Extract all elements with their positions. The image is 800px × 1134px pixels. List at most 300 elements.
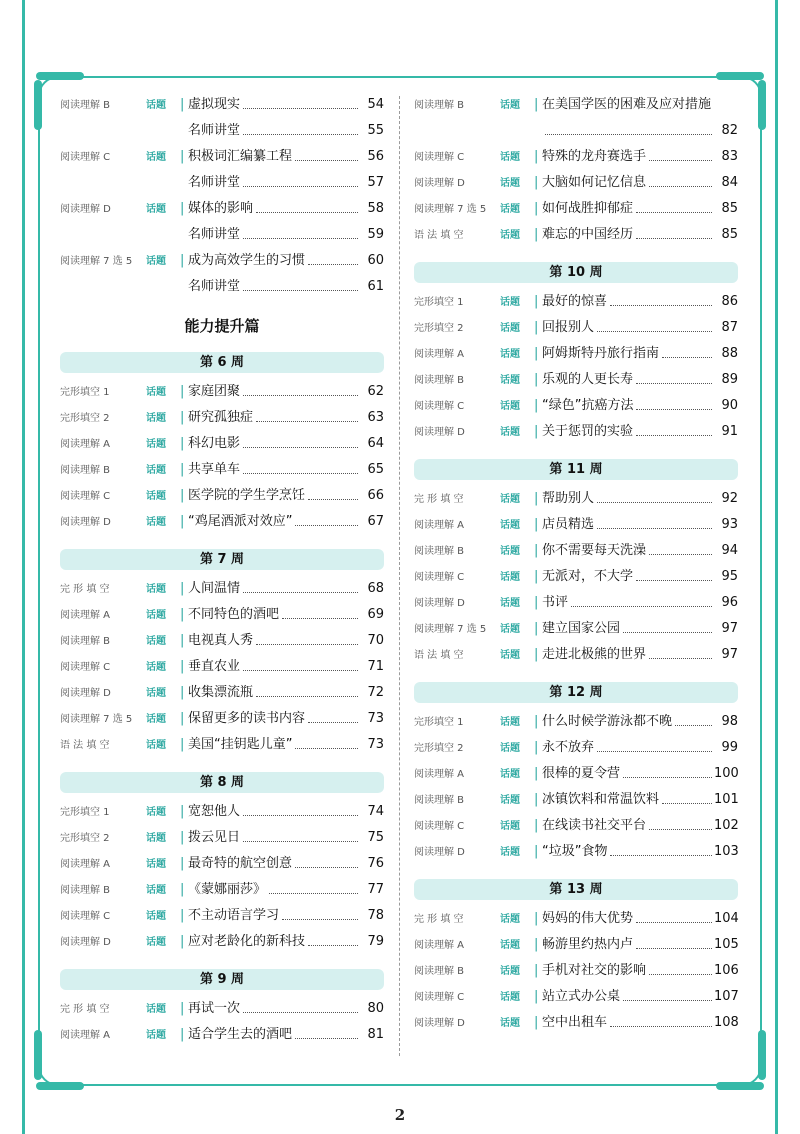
entry-category: 语 法 填 空 <box>60 740 110 751</box>
spacer <box>414 248 738 256</box>
topic-bar: | <box>534 227 539 242</box>
entry-title: 店员精选 <box>542 517 595 532</box>
toc-entry <box>414 958 738 984</box>
entry-category: 阅读理解 A <box>60 1030 111 1041</box>
entry-page: 78 <box>367 908 384 923</box>
entry-page: 104 <box>714 911 739 926</box>
entry-title: 《蒙娜丽莎》 <box>188 882 267 897</box>
entry-leader <box>282 618 358 619</box>
entry-page: 94 <box>721 543 738 558</box>
entry-page: 57 <box>367 175 384 190</box>
topic-label: 话题 <box>146 714 166 725</box>
entry-category: 阅读理解 B <box>414 795 465 806</box>
entry-title: 难忘的中国经历 <box>542 227 634 242</box>
entry-page: 88 <box>721 346 738 361</box>
frame-corner-ornament <box>716 1082 764 1090</box>
entry-category: 阅读理解 B <box>60 885 111 896</box>
topic-label: 话题 <box>146 859 166 870</box>
entry-leader <box>256 212 358 213</box>
entry-title: 在美国学医的困难及应对措施 <box>542 97 712 112</box>
topic-label: 话题 <box>146 662 166 673</box>
topic-bar: | <box>534 963 539 978</box>
topic-label: 话题 <box>500 743 520 754</box>
entry-page: 60 <box>367 253 384 268</box>
week-header: 第 8 周 <box>60 772 384 793</box>
entry-title: 手机对社交的影响 <box>542 963 647 978</box>
entry-title: 阿姆斯特丹旅行指南 <box>542 346 660 361</box>
toc-entry <box>414 196 738 222</box>
entry-title: 最好的惊喜 <box>542 294 608 309</box>
topic-bar: | <box>534 175 539 190</box>
entry-leader <box>243 108 358 109</box>
toc-entry <box>60 405 384 431</box>
topic-label: 话题 <box>146 152 166 163</box>
topic-bar: | <box>180 581 185 596</box>
entry-leader <box>636 212 712 213</box>
topic-bar: | <box>180 97 185 112</box>
entry-page: 70 <box>367 633 384 648</box>
entry-page: 80 <box>367 1001 384 1016</box>
entry-category: 阅读理解 D <box>60 517 111 528</box>
entry-category: 阅读理解 B <box>60 465 111 476</box>
entry-leader <box>243 473 358 474</box>
frame-corner-ornament <box>36 1082 84 1090</box>
entry-category: 阅读理解 D <box>60 937 111 948</box>
topic-bar: | <box>534 201 539 216</box>
toc-entry <box>414 419 738 445</box>
topic-bar: | <box>534 294 539 309</box>
topic-bar: | <box>534 149 539 164</box>
entry-leader <box>308 499 358 500</box>
entry-category: 阅读理解 A <box>414 769 465 780</box>
entry-title: 成为高效学生的习惯 <box>188 253 306 268</box>
frame-corner-ornament <box>758 1030 766 1080</box>
entry-page: 73 <box>367 737 384 752</box>
entry-category: 完 形 填 空 <box>60 584 110 595</box>
entry-title: 不主动语言学习 <box>188 908 280 923</box>
entry-page: 77 <box>367 882 384 897</box>
entry-title: 畅游里约热内卢 <box>542 937 634 952</box>
topic-bar: | <box>534 595 539 610</box>
topic-label: 话题 <box>500 769 520 780</box>
entry-leader <box>636 948 712 949</box>
entry-page: 93 <box>721 517 738 532</box>
entry-title: 关于惩罚的实验 <box>542 424 634 439</box>
entry-leader <box>610 855 712 856</box>
entry-leader <box>636 580 712 581</box>
entry-leader <box>623 777 712 778</box>
topic-bar: | <box>180 201 185 216</box>
entry-leader <box>243 1012 358 1013</box>
entry-category: 阅读理解 7 选 5 <box>414 624 487 635</box>
topic-label: 话题 <box>146 387 166 398</box>
topic-label: 话题 <box>500 375 520 386</box>
toc-entry <box>414 813 738 839</box>
entry-page: 102 <box>714 818 739 833</box>
entry-leader <box>545 134 712 135</box>
toc-entry <box>60 602 384 628</box>
entry-title: 名师讲堂 <box>188 227 241 242</box>
entry-page: 83 <box>721 149 738 164</box>
topic-bar: | <box>180 908 185 923</box>
topic-bar: | <box>180 1001 185 1016</box>
topic-bar: | <box>180 514 185 529</box>
topic-label: 话题 <box>146 885 166 896</box>
entry-leader <box>649 160 712 161</box>
topic-bar: | <box>534 398 539 413</box>
topic-bar: | <box>534 911 539 926</box>
topic-bar: | <box>180 384 185 399</box>
toc-entry <box>60 248 384 274</box>
entry-title: 美国“挂钥匙儿童” <box>188 737 293 752</box>
entry-category: 阅读理解 C <box>414 992 465 1003</box>
topic-bar: | <box>534 766 539 781</box>
toc-right-column <box>414 92 738 1036</box>
entry-leader <box>662 803 712 804</box>
entry-category: 阅读理解 D <box>414 427 465 438</box>
spacer <box>414 865 738 873</box>
entry-leader <box>597 502 712 503</box>
frame-corner-ornament <box>716 72 764 80</box>
topic-label: 话题 <box>500 546 520 557</box>
entry-title: 适合学生去的酒吧 <box>188 1027 293 1042</box>
toc-entry <box>414 787 738 813</box>
entry-category: 完 形 填 空 <box>414 494 464 505</box>
entry-page: 92 <box>721 491 738 506</box>
toc-entry <box>414 709 738 735</box>
entry-page: 96 <box>721 595 738 610</box>
topic-bar: | <box>534 424 539 439</box>
entry-page: 106 <box>714 963 739 978</box>
entry-page: 89 <box>721 372 738 387</box>
entry-page: 108 <box>714 1015 739 1030</box>
entry-page: 85 <box>721 201 738 216</box>
topic-label: 话题 <box>146 1030 166 1041</box>
entry-leader <box>610 305 712 306</box>
entry-leader <box>623 632 712 633</box>
topic-bar: | <box>180 1027 185 1042</box>
entry-leader <box>636 238 712 239</box>
entry-leader <box>649 829 712 830</box>
entry-leader <box>649 974 712 975</box>
entry-title: 无派对，不大学 <box>542 569 634 584</box>
toc-entry <box>60 706 384 732</box>
entry-leader <box>571 606 712 607</box>
topic-label: 话题 <box>146 584 166 595</box>
topic-bar: | <box>180 633 185 648</box>
entry-page: 65 <box>367 462 384 477</box>
entry-title: 拨云见日 <box>188 830 241 845</box>
entry-title: 最奇特的航空创意 <box>188 856 293 871</box>
topic-bar: | <box>534 372 539 387</box>
topic-label: 话题 <box>146 517 166 528</box>
entry-page: 62 <box>367 384 384 399</box>
entry-leader <box>649 554 712 555</box>
toc-entry <box>60 654 384 680</box>
topic-bar: | <box>180 149 185 164</box>
week-header: 第 12 周 <box>414 682 738 703</box>
entry-page: 73 <box>367 711 384 726</box>
entry-title: 保留更多的读书内容 <box>188 711 306 726</box>
frame-corner-ornament <box>758 80 766 130</box>
topic-label: 话题 <box>146 610 166 621</box>
entry-leader <box>269 893 358 894</box>
toc-entry <box>414 761 738 787</box>
right-page-edge <box>775 0 778 1134</box>
entry-page: 59 <box>367 227 384 242</box>
entry-title: “垃圾”食物 <box>542 844 608 859</box>
toc-entry <box>414 984 738 1010</box>
topic-label: 话题 <box>146 937 166 948</box>
entry-title: 电视真人秀 <box>188 633 254 648</box>
topic-label: 话题 <box>500 401 520 412</box>
toc-entry <box>414 486 738 512</box>
entry-category: 阅读理解 A <box>60 610 111 621</box>
toc-entry <box>60 509 384 535</box>
entry-leader <box>243 592 358 593</box>
entry-leader <box>636 922 712 923</box>
topic-label: 话题 <box>500 914 520 925</box>
topic-label: 话题 <box>500 966 520 977</box>
toc-entry <box>414 170 738 196</box>
entry-category: 阅读理解 D <box>60 688 111 699</box>
entry-page: 82 <box>721 123 738 138</box>
entry-category: 阅读理解 B <box>414 966 465 977</box>
topic-label: 话题 <box>146 413 166 424</box>
entry-title: 医学院的学生学烹饪 <box>188 488 306 503</box>
entry-page: 79 <box>367 934 384 949</box>
entry-page: 69 <box>367 607 384 622</box>
topic-bar: | <box>180 737 185 752</box>
toc-entry <box>60 1022 384 1048</box>
toc-entry <box>414 512 738 538</box>
entry-page: 64 <box>367 436 384 451</box>
frame-corner-ornament <box>34 80 42 130</box>
entry-title: 永不放弃 <box>542 740 595 755</box>
entry-category: 阅读理解 B <box>60 636 111 647</box>
topic-bar: | <box>180 711 185 726</box>
entry-leader <box>243 670 358 671</box>
topic-label: 话题 <box>500 494 520 505</box>
entry-title: 垂直农业 <box>188 659 241 674</box>
entry-page: 105 <box>714 937 739 952</box>
entry-title: 冰镇饮料和常温饮料 <box>542 792 660 807</box>
entry-title: 建立国家公园 <box>542 621 621 636</box>
entry-page: 61 <box>367 279 384 294</box>
topic-bar: | <box>534 714 539 729</box>
toc-entry <box>60 732 384 758</box>
topic-label: 话题 <box>500 717 520 728</box>
entry-category: 语 法 填 空 <box>414 230 464 241</box>
toc-entry <box>414 222 738 248</box>
entry-category: 阅读理解 C <box>60 662 111 673</box>
toc-entry <box>414 642 738 668</box>
topic-bar: | <box>534 491 539 506</box>
entry-page: 97 <box>721 647 738 662</box>
entry-title: 虚拟现实 <box>188 97 241 112</box>
topic-label: 话题 <box>500 940 520 951</box>
entry-title: 在线读书社交平台 <box>542 818 647 833</box>
topic-bar: | <box>180 685 185 700</box>
entry-category: 阅读理解 C <box>414 401 465 412</box>
entry-page: 98 <box>721 714 738 729</box>
toc-entry <box>60 144 384 170</box>
entry-page: 85 <box>721 227 738 242</box>
toc-entry <box>414 932 738 958</box>
entry-leader <box>610 1026 712 1027</box>
entry-page: 67 <box>367 514 384 529</box>
entry-page: 87 <box>721 320 738 335</box>
entry-category: 完 形 填 空 <box>414 914 464 925</box>
toc-entry-continued <box>414 118 738 144</box>
entry-page: 74 <box>367 804 384 819</box>
topic-bar: | <box>534 621 539 636</box>
entry-leader <box>295 160 358 161</box>
toc-entry <box>60 274 384 300</box>
topic-bar: | <box>180 410 185 425</box>
entry-leader <box>295 867 358 868</box>
topic-label: 话题 <box>146 833 166 844</box>
topic-label: 话题 <box>500 795 520 806</box>
entry-category: 阅读理解 B <box>414 375 465 386</box>
entry-leader <box>649 186 712 187</box>
toc-entry <box>60 483 384 509</box>
topic-bar: | <box>534 320 539 335</box>
toc-entry <box>60 118 384 144</box>
topic-label: 话题 <box>146 204 166 215</box>
entry-category: 阅读理解 7 选 5 <box>60 256 133 267</box>
toc-entry <box>60 222 384 248</box>
entry-category: 阅读理解 C <box>60 911 111 922</box>
entry-leader <box>636 435 712 436</box>
entry-title: 名师讲堂 <box>188 175 241 190</box>
entry-title: 书评 <box>542 595 569 610</box>
toc-left-column <box>60 92 384 1048</box>
entry-leader <box>282 919 358 920</box>
entry-title: 帮助别人 <box>542 491 595 506</box>
entry-title: 大脑如何记忆信息 <box>542 175 647 190</box>
entry-title: 收集漂流瓶 <box>188 685 254 700</box>
entry-category: 阅读理解 D <box>414 847 465 858</box>
toc-entry <box>60 996 384 1022</box>
entry-title: 应对老龄化的新科技 <box>188 934 306 949</box>
entry-category: 阅读理解 B <box>414 100 465 111</box>
entry-category: 阅读理解 7 选 5 <box>414 204 487 215</box>
entry-leader <box>597 528 712 529</box>
entry-leader <box>243 841 358 842</box>
entry-title: 很棒的夏令营 <box>542 766 621 781</box>
entry-title: 回报别人 <box>542 320 595 335</box>
entry-category: 阅读理解 7 选 5 <box>60 714 133 725</box>
entry-title: 走进北极熊的世界 <box>542 647 647 662</box>
topic-bar: | <box>180 436 185 451</box>
topic-bar: | <box>180 253 185 268</box>
toc-entry <box>414 341 738 367</box>
entry-page: 68 <box>367 581 384 596</box>
topic-label: 话题 <box>146 688 166 699</box>
entry-leader <box>256 644 358 645</box>
entry-title: 再试一次 <box>188 1001 241 1016</box>
entry-category: 阅读理解 D <box>414 1018 465 1029</box>
toc-entry <box>414 616 738 642</box>
topic-bar: | <box>180 659 185 674</box>
topic-label: 话题 <box>500 598 520 609</box>
entry-page: 63 <box>367 410 384 425</box>
entry-page: 86 <box>721 294 738 309</box>
toc-entry <box>60 825 384 851</box>
spacer <box>60 955 384 963</box>
entry-category: 完形填空 1 <box>414 717 464 728</box>
topic-label: 话题 <box>500 624 520 635</box>
entry-category: 阅读理解 C <box>60 491 111 502</box>
topic-label: 话题 <box>500 847 520 858</box>
entry-leader <box>636 409 712 410</box>
entry-page: 97 <box>721 621 738 636</box>
section-title: 能力提升篇 <box>184 317 260 335</box>
topic-label: 话题 <box>500 1018 520 1029</box>
entry-leader <box>243 238 358 239</box>
topic-bar: | <box>534 569 539 584</box>
entry-title: “鸡尾酒派对效应” <box>188 514 293 529</box>
entry-leader <box>308 264 358 265</box>
entry-title: 积极词汇编纂工程 <box>188 149 293 164</box>
toc-entry <box>60 457 384 483</box>
entry-title: 名师讲堂 <box>188 123 241 138</box>
topic-label: 话题 <box>146 439 166 450</box>
toc-entry <box>414 315 738 341</box>
topic-label: 话题 <box>500 520 520 531</box>
topic-label: 话题 <box>500 152 520 163</box>
entry-title: 宽恕他人 <box>188 804 241 819</box>
topic-label: 话题 <box>146 636 166 647</box>
entry-leader <box>243 815 358 816</box>
toc-entry <box>414 289 738 315</box>
toc-entry <box>414 144 738 170</box>
entry-leader <box>295 748 358 749</box>
entry-title: 不同特色的酒吧 <box>188 607 280 622</box>
spacer <box>414 668 738 676</box>
toc-entry <box>414 92 738 118</box>
topic-label: 话题 <box>146 1004 166 1015</box>
topic-bar: | <box>180 607 185 622</box>
entry-category: 阅读理解 C <box>60 152 111 163</box>
topic-label: 话题 <box>500 992 520 1003</box>
entry-category: 阅读理解 A <box>60 859 111 870</box>
entry-title: 科幻电影 <box>188 436 241 451</box>
entry-page: 100 <box>714 766 739 781</box>
entry-page: 81 <box>367 1027 384 1042</box>
entry-leader <box>308 722 358 723</box>
week-header: 第 11 周 <box>414 459 738 480</box>
toc-entry <box>414 538 738 564</box>
entry-category: 阅读理解 D <box>414 598 465 609</box>
week-header: 第 6 周 <box>60 352 384 373</box>
entry-category: 完 形 填 空 <box>60 1004 110 1015</box>
toc-entry <box>414 839 738 865</box>
spacer <box>414 445 738 453</box>
toc-entry <box>414 367 738 393</box>
week-header: 第 13 周 <box>414 879 738 900</box>
toc-entry <box>60 170 384 196</box>
entry-category: 阅读理解 C <box>414 152 465 163</box>
spacer <box>60 535 384 543</box>
topic-bar: | <box>180 882 185 897</box>
week-header: 第 9 周 <box>60 969 384 990</box>
entry-page: 75 <box>367 830 384 845</box>
entry-leader <box>243 290 358 291</box>
toc-entry <box>414 564 738 590</box>
topic-label: 话题 <box>500 821 520 832</box>
